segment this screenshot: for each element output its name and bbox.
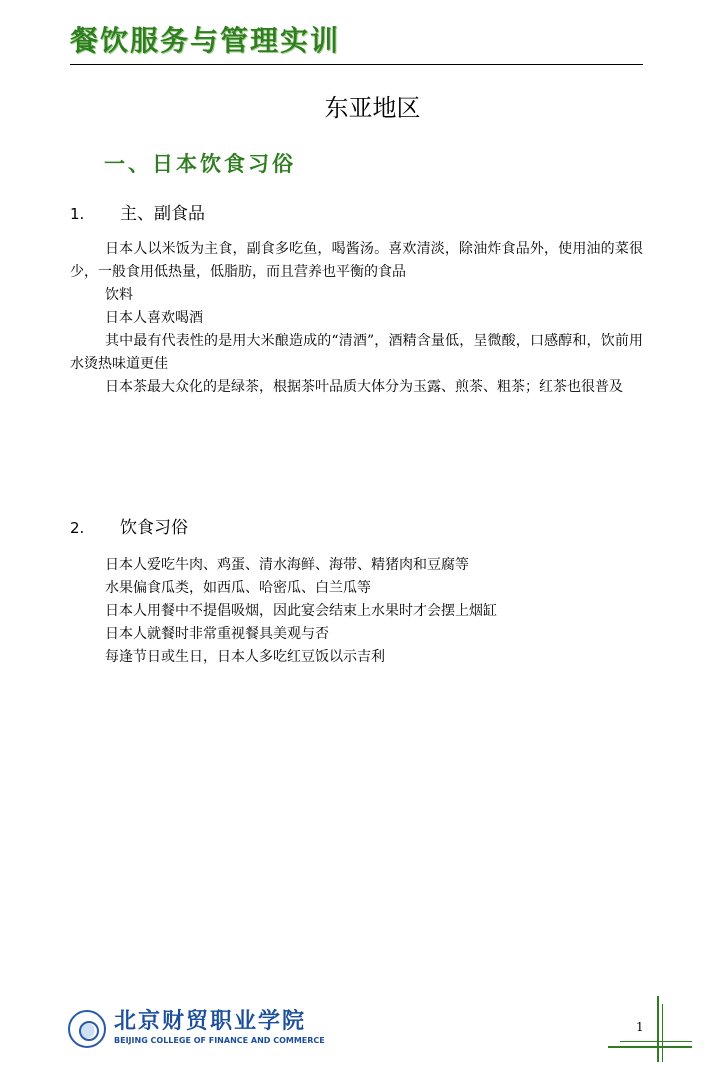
paragraph: 日本人就餐时非常重视餐具美观与否: [105, 626, 329, 642]
paragraph: 日本茶最大众化的是绿茶，根据茶叶品质大体分为玉露、煎茶、粗茶；红茶也很普及: [105, 379, 623, 395]
page-number: 1: [636, 1020, 644, 1034]
college-name-en: BEIJING COLLEGE OF FINANCE AND COMMERCE: [114, 1036, 325, 1045]
paragraph: 水果偏食瓜类，如西瓜、哈密瓜、白兰瓜等: [105, 580, 371, 596]
college-emblem-icon: [68, 1010, 106, 1048]
paragraph: 其中最有代表性的是用大米酿造成的“清酒”，酒精含量低，呈微酸，口感醇和，饮前用水烫热味道更佳: [70, 333, 643, 372]
subsection-body-1: [70, 238, 643, 399]
corner-decoration: [620, 1041, 692, 1042]
paragraph: 日本人以米饭为主食，副食多吃鱼，喝酱汤。喜欢清淡，除油炸食品外，使用油的菜很少，一般食用低热量，低脂肪，而且营养也平衡的食品: [70, 241, 643, 280]
paragraph: 日本人爱吃牛肉、鸡蛋、清水海鲜、海带、精猪肉和豆腐等: [105, 557, 469, 573]
header-divider: [70, 64, 643, 65]
subsection-number: 1.: [70, 205, 85, 223]
page-title: 东亚地区: [324, 94, 421, 122]
header-title: 餐饮服务与管理实训: [70, 24, 341, 57]
subsection-heading-2: [70, 516, 188, 540]
subsection-body-2: [70, 554, 643, 669]
subsection-title: 主、副食品: [120, 204, 205, 224]
subsection-number: 2.: [70, 519, 85, 537]
paragraph: 饮料: [105, 287, 133, 303]
college-name-cn: 北京财贸职业学院: [114, 1009, 307, 1034]
college-logo: [68, 1008, 325, 1052]
paragraph: 每逢节日或生日，日本人多吃红豆饭以示吉利: [105, 649, 385, 665]
corner-decoration: [608, 1046, 692, 1048]
corner-decoration: [662, 1004, 663, 1062]
paragraph: 日本人用餐中不提倡吸烟，因此宴会结束上水果时才会摆上烟缸: [105, 603, 497, 619]
paragraph: 日本人喜欢喝酒: [105, 310, 203, 326]
subsection-heading-1: [70, 202, 205, 226]
section-heading: 一、日本饮食习俗: [104, 152, 296, 176]
subsection-title: 饮食习俗: [120, 518, 188, 538]
corner-decoration: [657, 996, 659, 1062]
